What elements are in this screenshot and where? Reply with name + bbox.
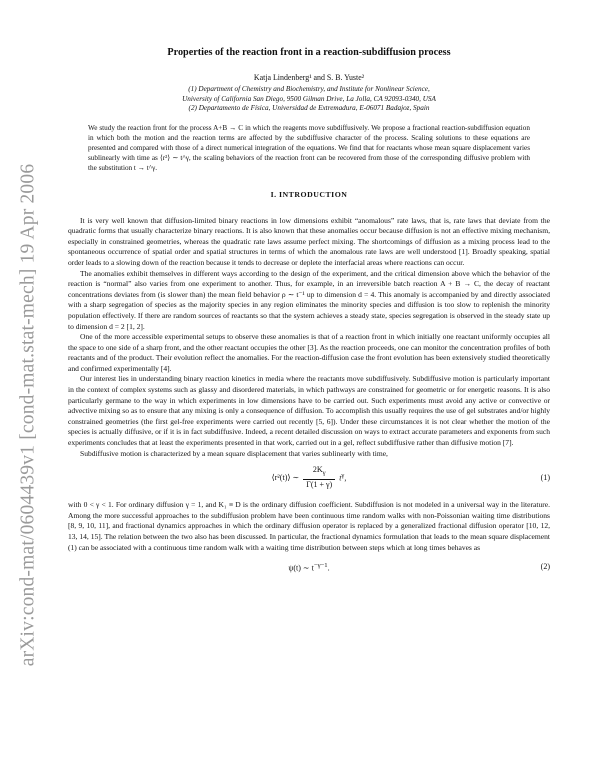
equation-1-lhs: ⟨r²(t)⟩ ∼ (271, 472, 300, 482)
equation-2-number: (2) (540, 562, 550, 572)
paper-title: Properties of the reaction front in a reaction-subdiffusion process (167, 47, 451, 58)
equation-1-rhs-sup: γ (341, 472, 345, 480)
equation-1-fraction (303, 465, 335, 491)
paragraph-6: with 0 < γ < 1. For ordinary diffusion γ = 1, and K₁ ≡ D is the ordinary diffusion coefficient. Subdiffusion is not modeled in a universal way in the literature. Among the more successful approaches to the subdiffusion problem have been continuous time random walks with non-Poissonian waiting time distributions [8, 9, 10, 11], and fractional dynamics approaches in which the ordinary diffusion operator is replaced by a generalized fractional diffusion operator [10, 12, 13, 14, 15]. The relation between the two also has been discussed. In particular, the fractional dynamics formulation that leads to the mean square displacement (1) can be associated with a continuous time random walk with a waiting time distribution between steps which at long times behaves as (68, 500, 550, 552)
equation-1 (68, 465, 550, 493)
paper-authors: Katja Lindenberg¹ and S. B. Yuste² (253, 72, 365, 82)
equation-1-denominator: Γ(1 + γ) (306, 480, 333, 490)
abstract: We study the reaction front for the process A+B → C in which the reagents move subdiffusively. We propose a fractional reaction-subdiffusion equation in which both the motion and the reaction terms are affected by the subdiffusive character of the process. Scaling solutions to these equations are presented and compared with those of a direct numerical integration of the equations. We find that for reactants whose mean square displacement varies sublinearly with time as ⟨r²⟩ ∼ t^γ, the scaling behaviors of the reaction front can be recovered from those of the corresponding diffusive problem with the substitution t → t^γ. (88, 123, 530, 172)
equation-2-tail: . (327, 563, 330, 573)
equation-1-numerator-sub: γ (322, 469, 326, 477)
equation-1-rhs: $t^\gamma$, (339, 472, 347, 484)
equation-1-numerator (303, 465, 335, 480)
equation-2 (68, 561, 550, 575)
paragraph-3: One of the more accessible experimental setups to observe these anomalies is that of a reaction front in which initially one reactant uniformly occupies all the space to one side of a sharp front, and the other reactant occupies the other [3]. As the reaction proceeds, one can monitor the concentration profiles of both reactants and of the product. Their evolution reflect the anomalies. For the reaction-diffusion case the front evolution has been extensively studied theoretically and confirmed experimentally [4]. (68, 332, 550, 373)
arxiv-sidebar (6, 110, 50, 720)
equation-1-numerator-main: 2K (312, 465, 323, 475)
equation-1-rhs-base: t (339, 474, 342, 484)
affiliation-1-line-2: University of California San Diego, 9500 Gilman Drive, La Jolla, CA 92093-0340, USA (182, 94, 436, 103)
affiliation-2: (2) Departamento de Física, Universidad de Extremadura, E-06071 Badajoz, Spain (188, 104, 430, 113)
equation-1-number: (1) (540, 473, 550, 483)
section-heading: I. INTRODUCTION (270, 189, 348, 199)
paragraph-1: It is very well known that diffusion-limited binary reactions in low dimensions exhibit “anomalous” rate laws, that is, rate laws that deviate from the quadratic forms that usually characterize binary reactions. It is also known that these anomalies occur because diffusion is not an effective mixing mechanism, especially in constrained geometries, whereas the quadratic rate laws assume perfect mixing. The shortcomings of diffusion as a mixing process lead to the spontaneous occurrence of spatial order and spatial structures in terms of which the anomalous rate laws are well understood [1]. Broadly speaking, spatial order leads to a slowing down of the reaction because it tends to decrease or deplete the interfacial areas where reactions can occur. (68, 215, 550, 267)
equation-2-sup: −γ−1 (313, 562, 328, 570)
paragraph-5: Subdiffusive motion is characterized by a mean square displacement that varies sublinearly with time, (80, 448, 388, 458)
paragraph-2: The anomalies exhibit themselves in different ways according to the design of the experiment, and the critical dimension above which the behavior of the reaction is “normal” also varies from one experiment to another. Thus, for example, in an irreversible batch reaction A + B → C, the decay of reactant concentrations deviates from (is slower than) the mean field behavior ρ ∼ t⁻¹ up to dimension d = 4. This anomaly is accompanied by and directly associated with a sharp segregation of species as the majority species in any region eliminates the minority species and diffusion is too slow to replenish the minority population effectively. If there are random sources of reactants so that the system achieves a steady state, species segregation is observed in the steady state up to dimension d = 2 [1, 2]. (68, 268, 550, 331)
equation-2-body: ψ(t) ∼ t (288, 563, 314, 573)
affiliation-1-line-1: (1) Department of Chemistry and Biochemistry, and Institute for Nonlinear Science, (188, 85, 430, 94)
paragraph-4: Our interest lies in understanding binary reaction kinetics in media where the reactants move subdiffusively. Subdiffusive motion is particularly important in the context of complex systems such as glassy and disordered materials, in which pathways are constrained for geometric or for energetic reasons. It is also particularly germane to the way in which experiments in low dimensions have to be carried out. Such experiments must avoid any active or convective or advective mixing so as to ensure that any mixing is only a consequence of diffusion. To accomplish this usually requires the use of gel substrates and/or highly constrained geometries (the first gel-free experiments were carried out recently [5, 6]). Under these circumstances it is not clear whether the motion of the species is actually diffusive, or if it is in fact subdiffusive. Indeed, a recent detailed discussion on ways to extract accurate parameters and exponents from such experiments concludes that at least the experiments presented in that work, carried out in a gel, reflect subdiffusive rather than diffusive motion [7]. (68, 374, 550, 448)
arxiv-identifier: arXiv:cond-mat/0604439v1 [cond-mat.stat-mech] 19 Apr 2006 (17, 163, 39, 667)
paper-page (68, 36, 550, 583)
